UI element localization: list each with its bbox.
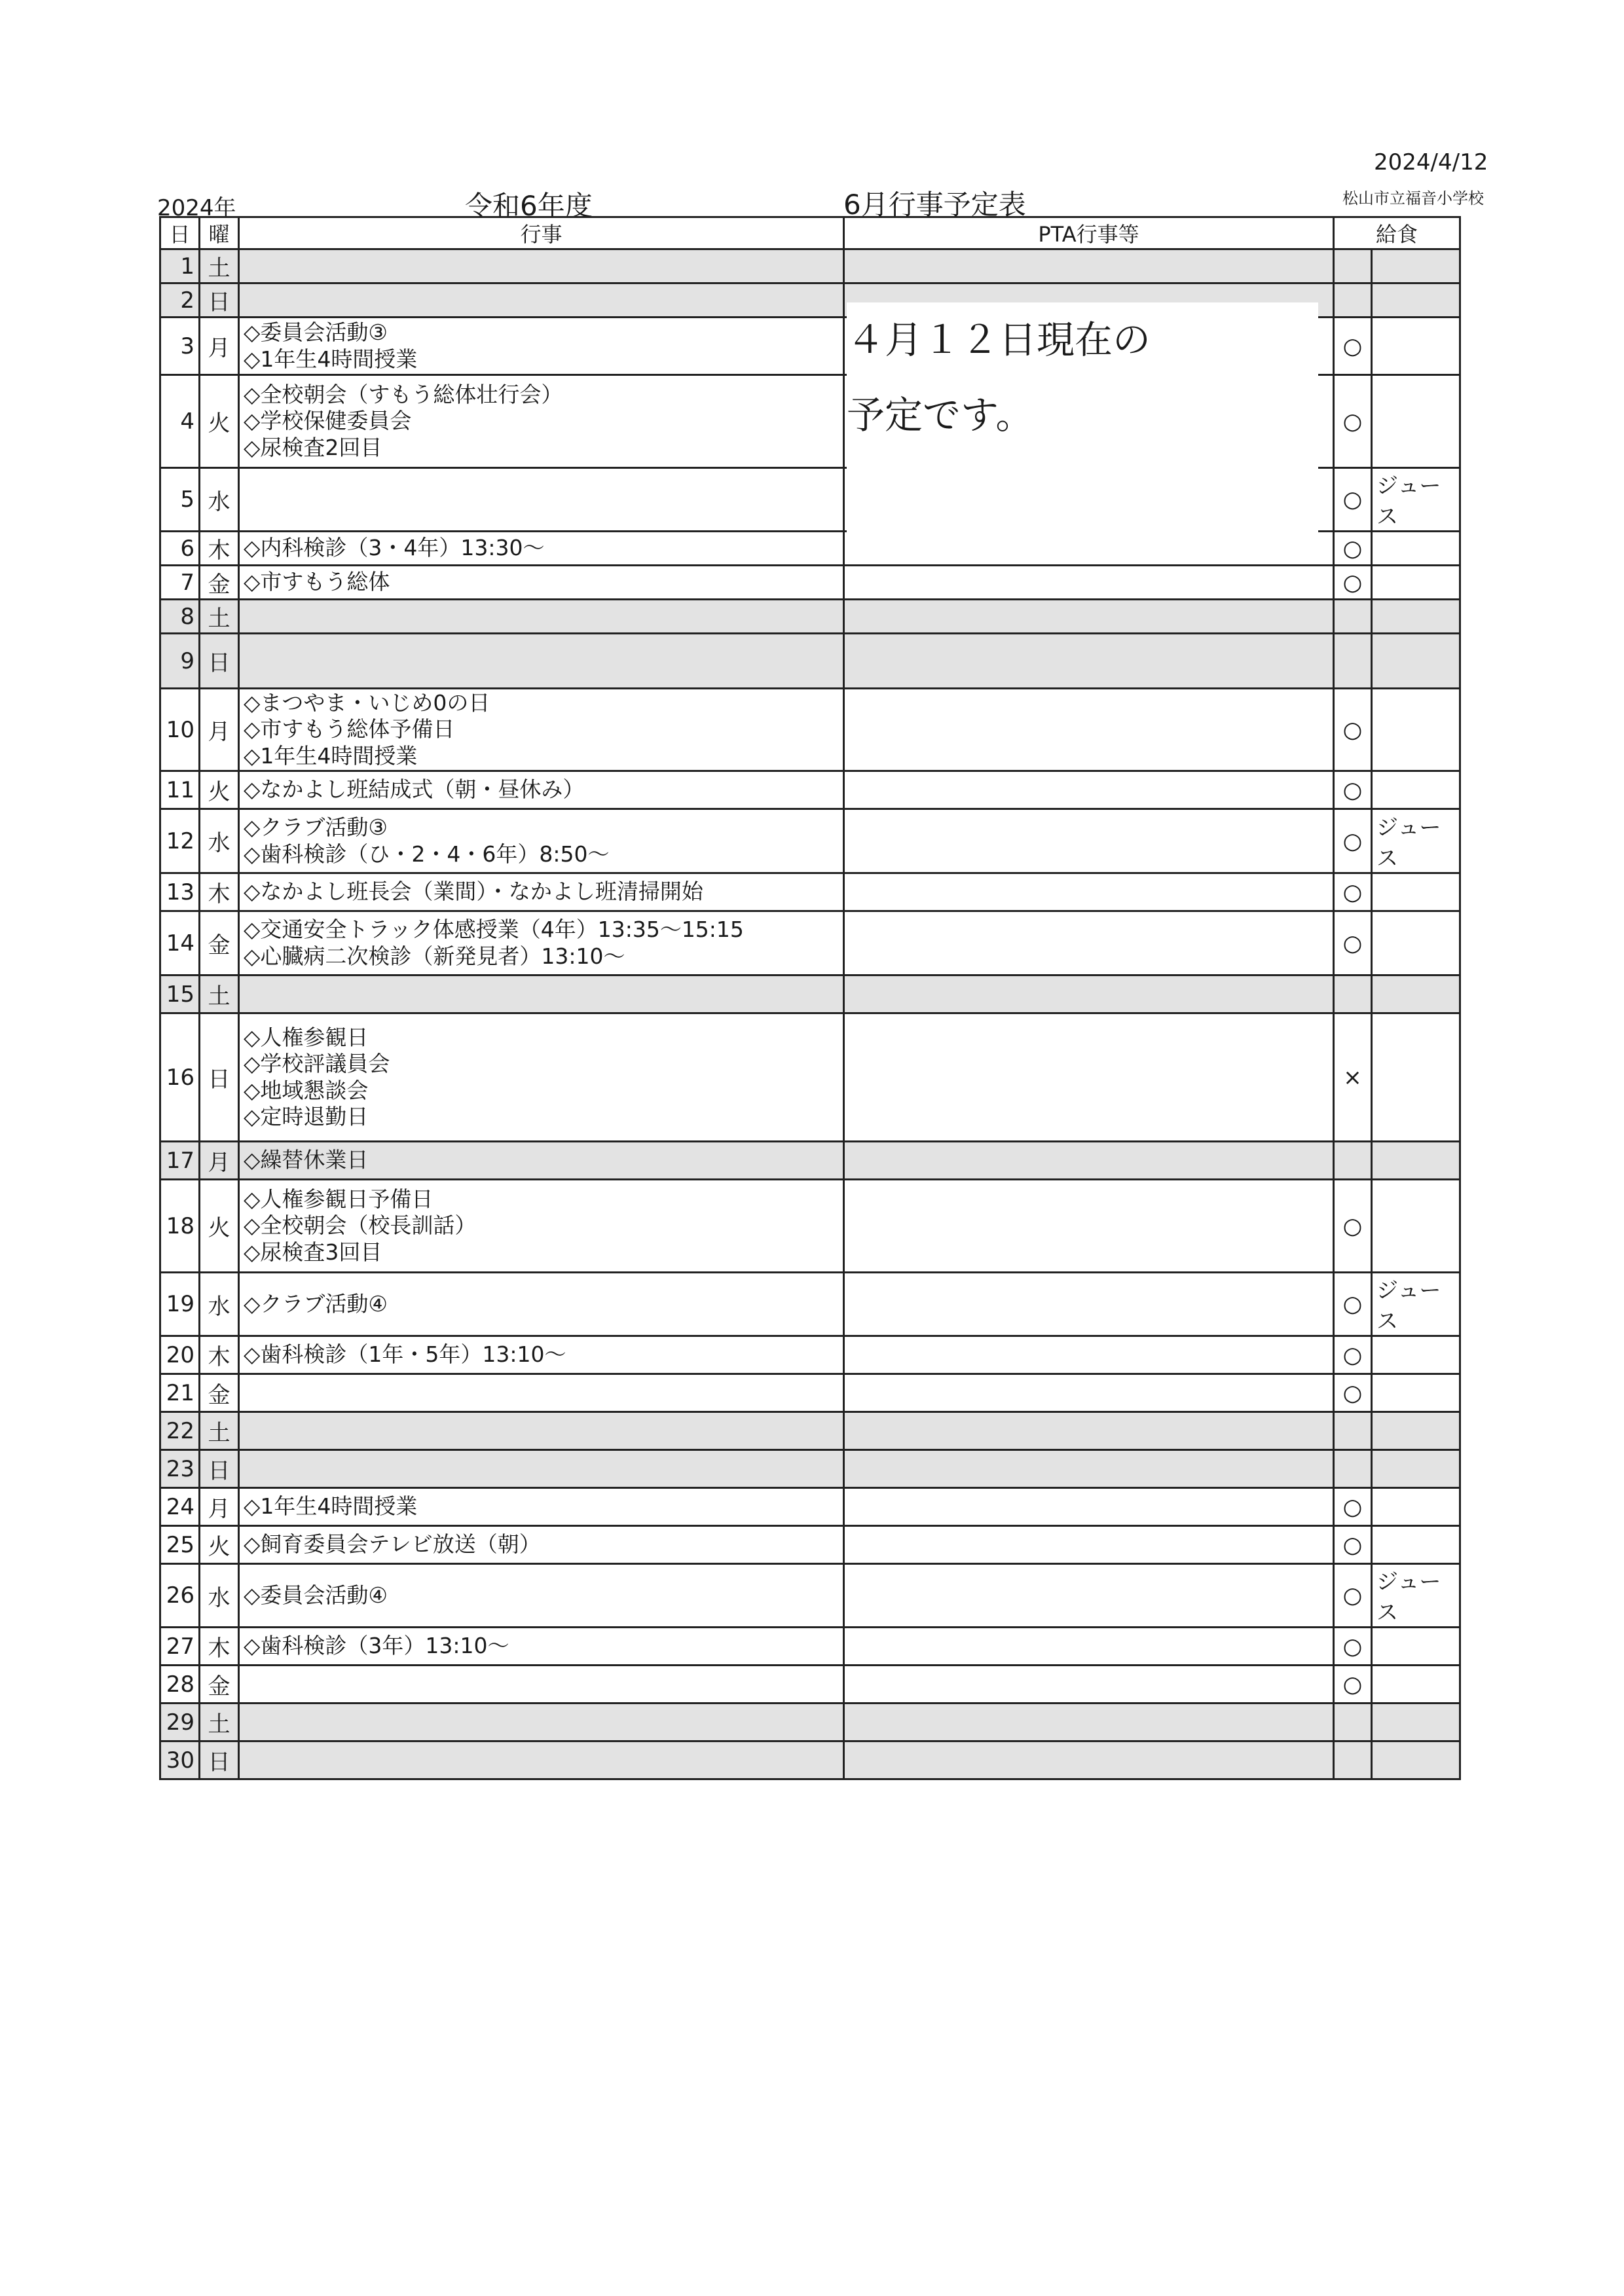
pta-cell <box>844 809 1334 873</box>
events-cell <box>239 1180 844 1273</box>
events-cell <box>239 1336 844 1374</box>
lunch-note-cell <box>1372 1526 1460 1564</box>
lunch-note-cell <box>1372 634 1460 689</box>
pta-cell <box>844 1336 1334 1374</box>
lunch-note-cell <box>1372 318 1460 375</box>
events-cell <box>239 1013 844 1142</box>
day-cell: 8 <box>160 600 200 634</box>
day-cell: 9 <box>160 634 200 689</box>
pta-cell <box>844 771 1334 809</box>
lunch-note-cell <box>1372 873 1460 911</box>
lunch-note-cell <box>1372 1628 1460 1666</box>
lunch-mark-cell <box>1334 249 1372 283</box>
lunch-mark-cell: ○ <box>1334 1666 1372 1704</box>
lunch-mark-cell: ○ <box>1334 689 1372 771</box>
fiscal-year-title: 令和6年度 <box>465 190 593 222</box>
issue-date: 2024/4/12 <box>1374 149 1488 175</box>
event-item: ◇クラブ活動④ <box>244 1290 388 1317</box>
weekday-cell: 月 <box>200 1142 239 1180</box>
events-cell <box>239 1741 844 1779</box>
event-item: ◇1年生4時間授業 <box>244 742 418 769</box>
pta-cell <box>844 911 1334 975</box>
day-cell: 2 <box>160 283 200 318</box>
pta-cell <box>844 566 1334 600</box>
table-row <box>160 1450 1460 1488</box>
pta-cell <box>844 975 1334 1013</box>
event-item: ◇歯科検診（1年・5年）13:10～ <box>244 1341 566 1368</box>
events-cell <box>239 532 844 566</box>
lunch-note-cell <box>1372 283 1460 318</box>
lunch-note-cell <box>1372 1412 1460 1450</box>
school-name: 松山市立福音小学校 <box>1342 189 1484 208</box>
day-cell: 1 <box>160 249 200 283</box>
event-item: ◇クラブ活動③ <box>244 814 388 841</box>
weekday-cell: 土 <box>200 975 239 1013</box>
lunch-mark-cell: ○ <box>1334 1564 1372 1628</box>
table-header-row <box>160 217 1460 249</box>
events-cell <box>239 911 844 975</box>
weekday-cell: 火 <box>200 1180 239 1273</box>
event-item: ◇委員会活動③ <box>244 319 388 346</box>
pta-cell <box>844 1628 1334 1666</box>
events-cell <box>239 600 844 634</box>
event-item: ◇1年生4時間授業 <box>244 346 418 372</box>
event-item: ◇尿検査3回目 <box>244 1239 382 1265</box>
day-cell: 11 <box>160 771 200 809</box>
lunch-note-cell <box>1372 532 1460 566</box>
day-cell: 20 <box>160 1336 200 1374</box>
events-cell <box>239 1450 844 1488</box>
weekday-cell: 日 <box>200 634 239 689</box>
lunch-mark-cell: ○ <box>1334 318 1372 375</box>
event-item: ◇交通安全トラック体感授業（4年）13:35～15:15 <box>244 917 744 943</box>
event-item: ◇市すもう総体 <box>244 569 390 595</box>
day-cell: 7 <box>160 566 200 600</box>
lunch-note-cell <box>1372 1142 1460 1180</box>
lunch-mark-cell: ○ <box>1334 1374 1372 1412</box>
table-row <box>160 1412 1460 1450</box>
day-cell: 21 <box>160 1374 200 1412</box>
weekday-cell: 木 <box>200 1628 239 1666</box>
pta-cell <box>844 1704 1334 1741</box>
lunch-mark-cell <box>1334 634 1372 689</box>
events-cell <box>239 1273 844 1336</box>
day-cell: 4 <box>160 375 200 468</box>
lunch-mark-cell: ○ <box>1334 1336 1372 1374</box>
lunch-mark-cell <box>1334 600 1372 634</box>
table-row <box>160 1741 1460 1779</box>
day-cell: 22 <box>160 1412 200 1450</box>
weekday-cell: 木 <box>200 1336 239 1374</box>
lunch-mark-cell: ○ <box>1334 1273 1372 1336</box>
lunch-note-cell <box>1372 375 1460 468</box>
pta-cell <box>844 1180 1334 1273</box>
weekday-cell: 水 <box>200 468 239 532</box>
event-item: ◇1年生4時間授業 <box>244 1493 418 1520</box>
lunch-mark-cell: ○ <box>1334 375 1372 468</box>
event-item: ◇定時退勤日 <box>244 1103 369 1129</box>
column-header-pta: PTA行事等 <box>844 217 1334 249</box>
event-item: ◇飼育委員会テレビ放送（朝） <box>244 1531 541 1558</box>
table-row <box>160 689 1460 771</box>
day-cell: 27 <box>160 1628 200 1666</box>
weekday-cell: 金 <box>200 566 239 600</box>
event-item: ◇学校評議員会 <box>244 1051 390 1077</box>
events-cell <box>239 468 844 532</box>
table-row <box>160 1526 1460 1564</box>
lunch-note-cell <box>1372 1013 1460 1142</box>
table-row <box>160 1336 1460 1374</box>
lunch-mark-cell: × <box>1334 1013 1372 1142</box>
lunch-mark-cell <box>1334 1142 1372 1180</box>
pta-note-line: 予定です。 <box>847 393 1034 437</box>
events-cell <box>239 566 844 600</box>
column-header-weekday: 曜 <box>200 217 239 249</box>
event-item: ◇歯科検診（3年）13:10～ <box>244 1633 509 1659</box>
pta-cell <box>844 1013 1334 1142</box>
lunch-mark-cell <box>1334 1704 1372 1741</box>
weekday-cell: 水 <box>200 1273 239 1336</box>
events-cell <box>239 1526 844 1564</box>
table-row <box>160 1273 1460 1336</box>
events-cell <box>239 809 844 873</box>
lunch-mark-cell: ○ <box>1334 532 1372 566</box>
table-row <box>160 600 1460 634</box>
table-row <box>160 1374 1460 1412</box>
event-item: ◇繰替休業日 <box>244 1147 369 1173</box>
weekday-cell: 金 <box>200 1374 239 1412</box>
events-cell <box>239 1488 844 1526</box>
events-cell <box>239 1374 844 1412</box>
table-row <box>160 1142 1460 1180</box>
table-row <box>160 911 1460 975</box>
lunch-note-cell <box>1372 1666 1460 1704</box>
lunch-mark-cell <box>1334 283 1372 318</box>
lunch-mark-cell: ○ <box>1334 809 1372 873</box>
weekday-cell: 木 <box>200 873 239 911</box>
events-cell <box>239 1666 844 1704</box>
lunch-mark-cell <box>1334 1412 1372 1450</box>
lunch-mark-cell: ○ <box>1334 771 1372 809</box>
day-cell: 19 <box>160 1273 200 1336</box>
pta-cell <box>844 1488 1334 1526</box>
pta-note <box>847 302 1318 538</box>
day-cell: 26 <box>160 1564 200 1628</box>
lunch-note-cell <box>1372 1336 1460 1374</box>
weekday-cell: 水 <box>200 1564 239 1628</box>
lunch-mark-cell: ○ <box>1334 873 1372 911</box>
table-row <box>160 1704 1460 1741</box>
weekday-cell: 日 <box>200 283 239 318</box>
day-cell: 17 <box>160 1142 200 1180</box>
weekday-cell: 月 <box>200 318 239 375</box>
events-cell <box>239 634 844 689</box>
lunch-mark-cell: ○ <box>1334 566 1372 600</box>
day-cell: 29 <box>160 1704 200 1741</box>
event-item: ◇全校朝会（すもう総体壮行会） <box>244 382 563 408</box>
day-cell: 5 <box>160 468 200 532</box>
column-header-day: 日 <box>160 217 200 249</box>
year-label: 2024年 <box>157 195 236 221</box>
lunch-mark-cell: ○ <box>1334 1628 1372 1666</box>
pta-cell <box>844 1564 1334 1628</box>
weekday-cell: 月 <box>200 689 239 771</box>
pta-cell <box>844 600 1334 634</box>
day-cell: 30 <box>160 1741 200 1779</box>
weekday-cell: 月 <box>200 1488 239 1526</box>
table-row <box>160 1564 1460 1628</box>
lunch-mark-cell <box>1334 1450 1372 1488</box>
weekday-cell: 日 <box>200 1013 239 1142</box>
events-cell <box>239 1142 844 1180</box>
weekday-cell: 土 <box>200 249 239 283</box>
table-row <box>160 809 1460 873</box>
weekday-cell: 土 <box>200 1704 239 1741</box>
lunch-mark-cell <box>1334 1741 1372 1779</box>
lunch-note-cell: ジュース <box>1372 468 1460 532</box>
event-item: ◇全校朝会（校長訓話） <box>244 1212 477 1239</box>
events-cell <box>239 318 844 375</box>
lunch-note-cell <box>1372 249 1460 283</box>
events-cell <box>239 975 844 1013</box>
event-item: ◇学校保健委員会 <box>244 408 412 434</box>
pta-cell <box>844 1142 1334 1180</box>
day-cell: 13 <box>160 873 200 911</box>
day-cell: 6 <box>160 532 200 566</box>
lunch-note-cell <box>1372 566 1460 600</box>
day-cell: 14 <box>160 911 200 975</box>
weekday-cell: 金 <box>200 911 239 975</box>
events-cell <box>239 283 844 318</box>
weekday-cell: 火 <box>200 1526 239 1564</box>
lunch-note-cell <box>1372 1450 1460 1488</box>
lunch-note-cell <box>1372 1741 1460 1779</box>
lunch-note-cell: ジュース <box>1372 1564 1460 1628</box>
pta-cell <box>844 634 1334 689</box>
lunch-note-cell <box>1372 1488 1460 1526</box>
event-item: ◇人権参観日予備日 <box>244 1186 434 1212</box>
pta-cell <box>844 1374 1334 1412</box>
lunch-note-cell <box>1372 1374 1460 1412</box>
table-row <box>160 1628 1460 1666</box>
weekday-cell: 火 <box>200 771 239 809</box>
pta-cell <box>844 1412 1334 1450</box>
day-cell: 10 <box>160 689 200 771</box>
day-cell: 24 <box>160 1488 200 1526</box>
event-item: ◇なかよし班長会（業間）・なかよし班清掃開始 <box>244 879 703 905</box>
table-row <box>160 1488 1460 1526</box>
pta-cell <box>844 1273 1334 1336</box>
lunch-note-cell <box>1372 1704 1460 1741</box>
events-cell <box>239 375 844 468</box>
table-row <box>160 1013 1460 1142</box>
weekday-cell: 土 <box>200 600 239 634</box>
lunch-mark-cell <box>1334 975 1372 1013</box>
lunch-note-cell <box>1372 911 1460 975</box>
lunch-note-cell: ジュース <box>1372 809 1460 873</box>
lunch-note-cell: ジュース <box>1372 1273 1460 1336</box>
event-item: ◇内科検診（3・4年）13:30～ <box>244 535 545 561</box>
events-cell <box>239 1704 844 1741</box>
event-item: ◇歯科検診（ひ・2・4・6年）8:50～ <box>244 841 610 867</box>
day-cell: 3 <box>160 318 200 375</box>
weekday-cell: 木 <box>200 532 239 566</box>
day-cell: 23 <box>160 1450 200 1488</box>
pta-cell <box>844 873 1334 911</box>
day-cell: 25 <box>160 1526 200 1564</box>
pta-cell <box>844 1526 1334 1564</box>
events-cell <box>239 689 844 771</box>
table-row <box>160 249 1460 283</box>
event-item: ◇市すもう総体予備日 <box>244 716 455 742</box>
event-item: ◇人権参観日 <box>244 1025 369 1050</box>
lunch-note-cell <box>1372 975 1460 1013</box>
column-header-events: 行事 <box>239 217 844 249</box>
lunch-note-cell <box>1372 1180 1460 1273</box>
pta-cell <box>844 1741 1334 1779</box>
event-item: ◇地域懇談会 <box>244 1077 369 1103</box>
column-header-lunch: 給食 <box>1334 217 1460 249</box>
day-cell: 18 <box>160 1180 200 1273</box>
table-row <box>160 1180 1460 1273</box>
pta-note-line: ４月１２日現在の <box>847 318 1151 362</box>
event-item: ◇なかよし班結成式（朝・昼休み） <box>244 776 585 803</box>
event-item: ◇尿検査2回目 <box>244 434 382 460</box>
pta-cell <box>844 1450 1334 1488</box>
lunch-mark-cell: ○ <box>1334 911 1372 975</box>
day-cell: 12 <box>160 809 200 873</box>
event-item: ◇まつやま・いじめ0の日 <box>244 690 490 716</box>
weekday-cell: 水 <box>200 809 239 873</box>
table-row <box>160 771 1460 809</box>
lunch-note-cell <box>1372 600 1460 634</box>
lunch-mark-cell: ○ <box>1334 1526 1372 1564</box>
lunch-mark-cell: ○ <box>1334 468 1372 532</box>
day-cell: 28 <box>160 1666 200 1704</box>
pta-cell <box>844 1666 1334 1704</box>
events-cell <box>239 771 844 809</box>
event-item: ◇委員会活動④ <box>244 1582 388 1608</box>
events-cell <box>239 249 844 283</box>
events-cell <box>239 1628 844 1666</box>
lunch-mark-cell: ○ <box>1334 1180 1372 1273</box>
page-title: 6月行事予定表 <box>843 189 1026 221</box>
events-cell <box>239 1564 844 1628</box>
table-row <box>160 975 1460 1013</box>
pta-cell <box>844 249 1334 283</box>
table-row <box>160 1666 1460 1704</box>
table-row <box>160 873 1460 911</box>
lunch-note-cell <box>1372 689 1460 771</box>
lunch-note-cell <box>1372 771 1460 809</box>
event-item: ◇心臓病二次検診（新発見者）13:10～ <box>244 943 625 969</box>
day-cell: 15 <box>160 975 200 1013</box>
events-cell <box>239 873 844 911</box>
events-cell <box>239 1412 844 1450</box>
day-cell: 16 <box>160 1013 200 1142</box>
weekday-cell: 土 <box>200 1412 239 1450</box>
table-row <box>160 634 1460 689</box>
table-row <box>160 566 1460 600</box>
weekday-cell: 火 <box>200 375 239 468</box>
lunch-mark-cell: ○ <box>1334 1488 1372 1526</box>
weekday-cell: 日 <box>200 1450 239 1488</box>
weekday-cell: 金 <box>200 1666 239 1704</box>
weekday-cell: 日 <box>200 1741 239 1779</box>
pta-cell <box>844 689 1334 771</box>
